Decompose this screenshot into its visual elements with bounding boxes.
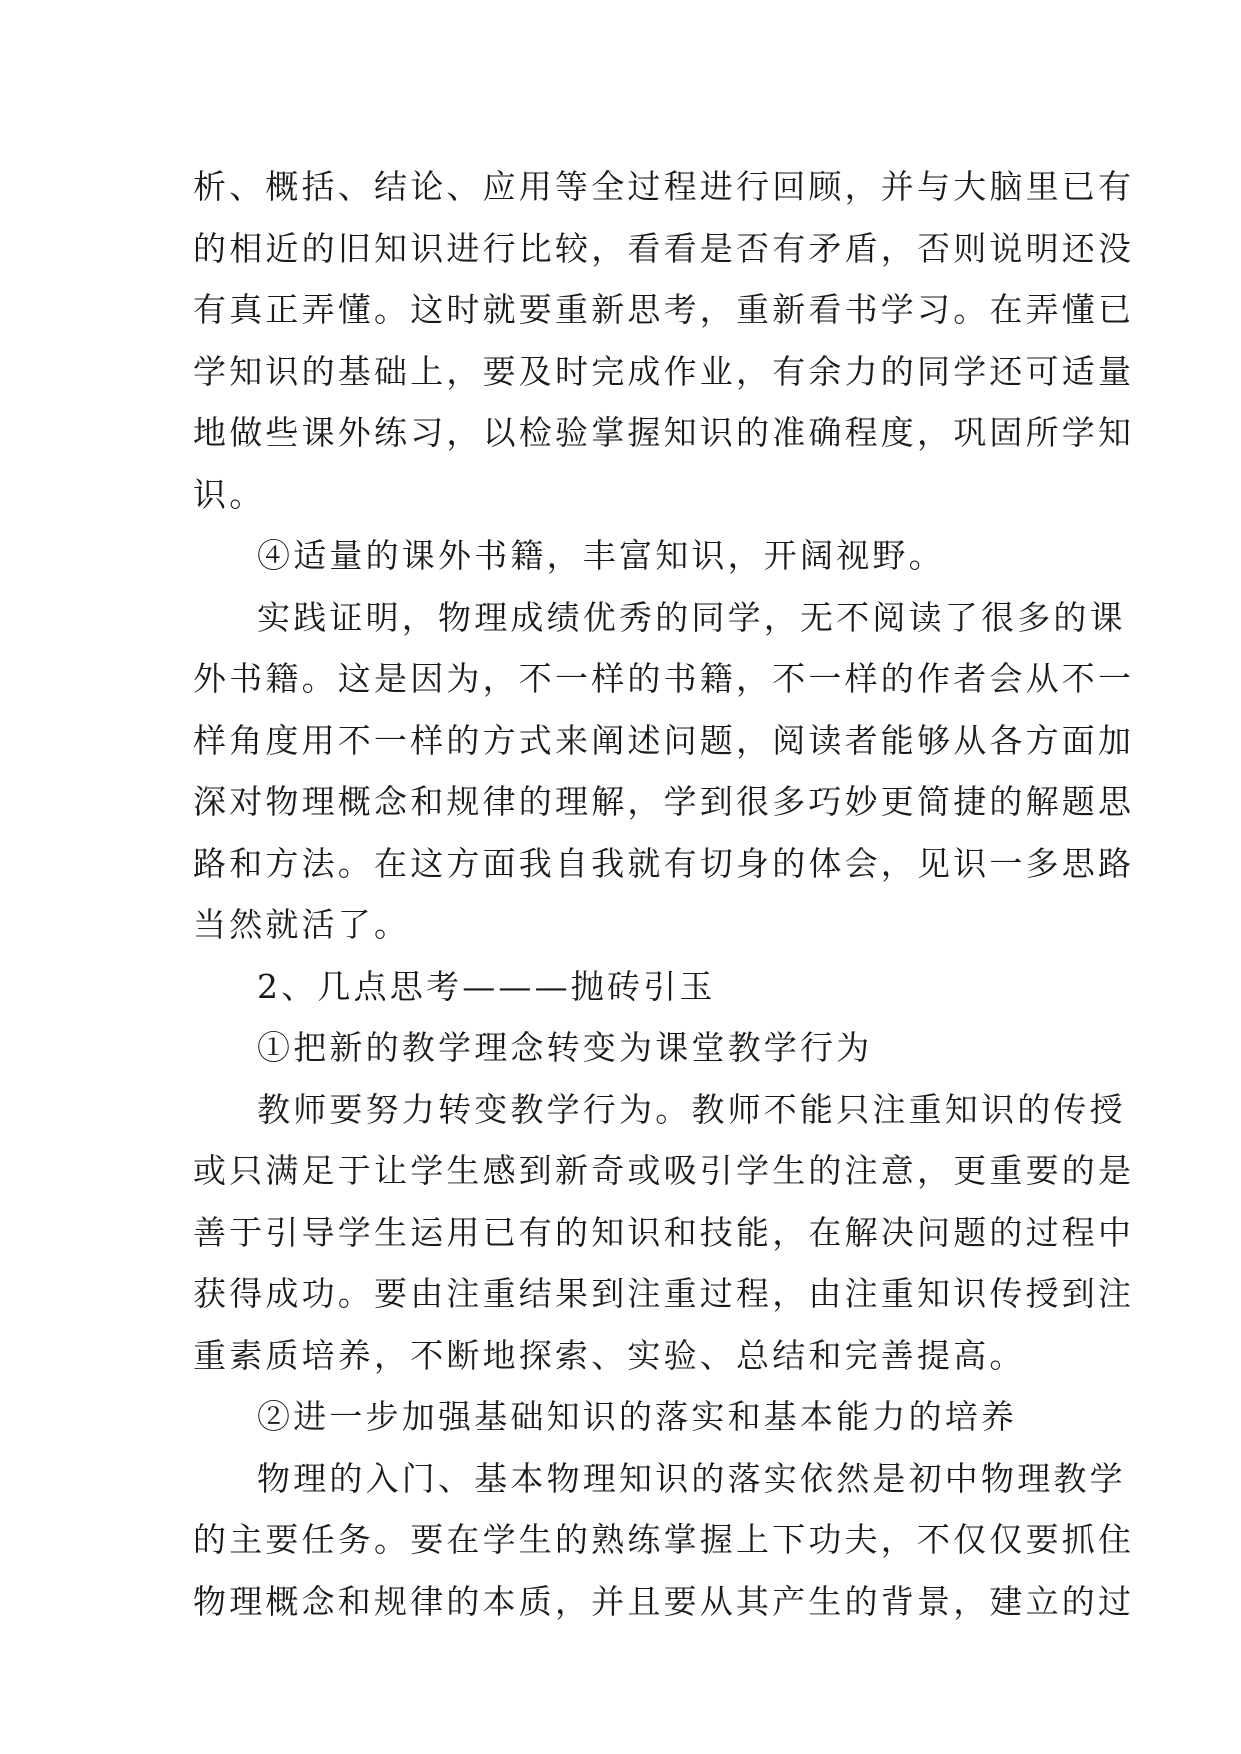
text-line: 识。	[193, 474, 266, 514]
paragraph-first-line: ④适量的课外书籍，丰富知识，开阔视野。	[257, 536, 945, 575]
text-line: 样角度用不一样的方式来阐述问题，阅读者能够从各方面加	[193, 720, 1135, 760]
text-line: 善于引导学生运用已有的知识和技能，在解决问题的过程中	[193, 1212, 1135, 1252]
text-line: 物理概念和规律的本质，并且要从其产生的背景，建立的过	[193, 1581, 1135, 1621]
text-line: 路和方法。在这方面我自我就有切身的体会，见识一多思路	[193, 843, 1135, 883]
text-line: 深对物理概念和规律的理解，学到很多巧妙更简捷的解题思	[193, 782, 1135, 821]
text-line: 外书籍。这是因为，不一样的书籍，不一样的作者会从不一	[193, 659, 1135, 698]
text-line: 地做些课外练习，以检验掌握知识的准确程度，巩固所学知	[193, 413, 1135, 452]
paragraph-first-line: 实践证明，物理成绩优秀的同学，无不阅读了很多的课	[257, 597, 1126, 637]
text-line: 或只满足于让学生感到新奇或吸引学生的注意，更重要的是	[193, 1151, 1135, 1190]
paragraph-first-line: 物理的入门、基本物理知识的落实依然是初中物理教学	[257, 1458, 1126, 1498]
text-line: 学知识的基础上，要及时完成作业，有余力的同学还可适量	[193, 351, 1135, 391]
paragraph-first-line: 教师要努力转变教学行为。教师不能只注重知识的传授	[257, 1089, 1126, 1129]
body-text	[193, 156, 1135, 1632]
text-line: 有真正弄懂。这时就要重新思考，重新看书学习。在弄懂已	[193, 290, 1135, 329]
text-line: 的相近的旧知识进行比较，看看是否有矛盾，否则说明还没	[193, 228, 1135, 268]
text-line: 获得成功。要由注重结果到注重过程，由注重知识传授到注	[193, 1274, 1135, 1313]
text-line: 析、概括、结论、应用等全过程进行回顾，并与大脑里已有	[193, 167, 1135, 206]
paragraph-first-line: 2、几点思考———抛砖引玉	[257, 966, 716, 1006]
text-line: 重素质培养，不断地探索、实验、总结和完善提高。	[193, 1335, 1026, 1375]
text-line: 当然就活了。	[193, 905, 411, 944]
paragraph-first-line: ①把新的教学理念转变为课堂教学行为	[257, 1028, 873, 1067]
text-line: 的主要任务。要在学生的熟练掌握上下功夫，不仅仅要抓住	[193, 1520, 1135, 1559]
paragraph-first-line: ②进一步加强基础知识的落实和基本能力的培养	[257, 1397, 1018, 1436]
